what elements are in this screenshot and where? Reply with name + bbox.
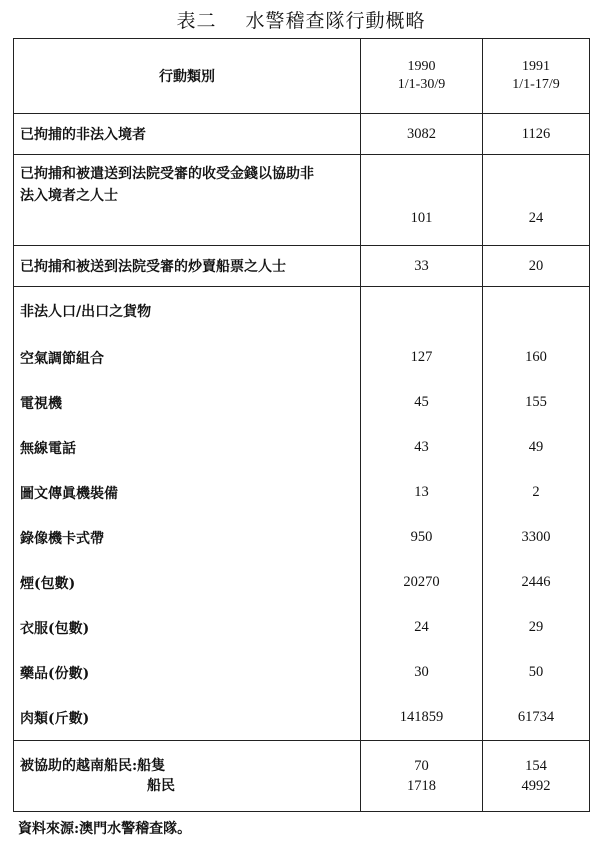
- value-1990: 43: [361, 425, 483, 470]
- row-label-sub: 船民: [147, 778, 175, 794]
- row-label: 錄像機卡式帶: [14, 515, 361, 560]
- operations-table: [13, 38, 590, 812]
- value-1990: 950: [361, 515, 483, 560]
- value-1991: 1126: [483, 114, 590, 155]
- table-title: [0, 6, 602, 33]
- value-1991: [483, 741, 590, 812]
- value-1991: 49: [483, 425, 590, 470]
- value-1991: 160: [483, 335, 590, 380]
- header-1990-range: 1/1-30/9: [397, 77, 446, 92]
- row-label-line: 已拘捕和被遣送到法院受審的收受金錢以協助非: [20, 166, 314, 182]
- boats-1990: 70: [414, 758, 429, 774]
- row-label: 無線電話: [14, 425, 361, 470]
- table-number: 表二: [176, 10, 217, 32]
- row-label-line: 法入境者之人士: [20, 188, 118, 204]
- people-1991: 4992: [521, 778, 551, 794]
- value-1991: 24: [483, 155, 590, 246]
- header-1990-year: 1990: [407, 59, 436, 74]
- value-1991: 20: [483, 246, 590, 287]
- value-1990: 127: [361, 335, 483, 380]
- row-label: 肉類(斤數): [14, 695, 361, 741]
- row-label: 已拘捕和被送到法院受審的炒賣船票之人士: [14, 246, 361, 287]
- header-1991-year: 1991: [522, 59, 550, 74]
- header-category: 行動類別: [14, 39, 361, 114]
- value-1991: 155: [483, 380, 590, 425]
- value-1991: 29: [483, 605, 590, 650]
- table-row: [14, 335, 590, 380]
- table-row: [14, 695, 590, 741]
- header-row: [14, 39, 590, 114]
- value-1990: [361, 741, 483, 812]
- row-label-line: 被協助的越南船民:船隻: [20, 758, 166, 774]
- value-1991: 2446: [483, 560, 590, 605]
- row-label: 電視機: [14, 380, 361, 425]
- table-row: [14, 155, 590, 246]
- table-row: [14, 425, 590, 470]
- row-label: 圖文傳眞機裝備: [14, 470, 361, 515]
- source-note: 資料來源:澳門水警稽查隊。: [18, 821, 192, 837]
- vietnamese-row: [14, 741, 590, 812]
- row-label: [14, 741, 361, 812]
- value-1991: 3300: [483, 515, 590, 560]
- empty-cell: [483, 287, 590, 336]
- goods-heading-row: [14, 287, 590, 336]
- table-row: [14, 515, 590, 560]
- value-1990: 20270: [361, 560, 483, 605]
- row-label: 空氣調節組合: [14, 335, 361, 380]
- table-row: [14, 114, 590, 155]
- value-1990: 141859: [361, 695, 483, 741]
- table-row: [14, 560, 590, 605]
- table-row: [14, 470, 590, 515]
- value-1991: 50: [483, 650, 590, 695]
- row-label: 衣服(包數): [14, 605, 361, 650]
- row-label: 藥品(份數): [14, 650, 361, 695]
- table-row: [14, 605, 590, 650]
- value-1991: 61734: [483, 695, 590, 741]
- table-row: [14, 380, 590, 425]
- value-1990: 24: [361, 605, 483, 650]
- value-1990: 101: [361, 155, 483, 246]
- table-row: [14, 246, 590, 287]
- empty-cell: [361, 287, 483, 336]
- table-caption: 水警稽查隊行動概略: [245, 10, 426, 32]
- value-1991: 2: [483, 470, 590, 515]
- value-1990: 45: [361, 380, 483, 425]
- table-row: [14, 650, 590, 695]
- value-1990: 30: [361, 650, 483, 695]
- row-label: 已拘捕的非法入境者: [14, 114, 361, 155]
- goods-heading: 非法人口/出口之貨物: [14, 287, 361, 336]
- boats-1991: 154: [525, 758, 547, 774]
- header-1990: [361, 39, 483, 114]
- row-label: 煙(包數): [14, 560, 361, 605]
- value-1990: 3082: [361, 114, 483, 155]
- people-1990: 1718: [407, 778, 436, 794]
- row-label: [14, 155, 361, 246]
- header-1991: [483, 39, 590, 114]
- header-1991-range: 1/1-17/9: [512, 77, 560, 92]
- value-1990: 33: [361, 246, 483, 287]
- value-1990: 13: [361, 470, 483, 515]
